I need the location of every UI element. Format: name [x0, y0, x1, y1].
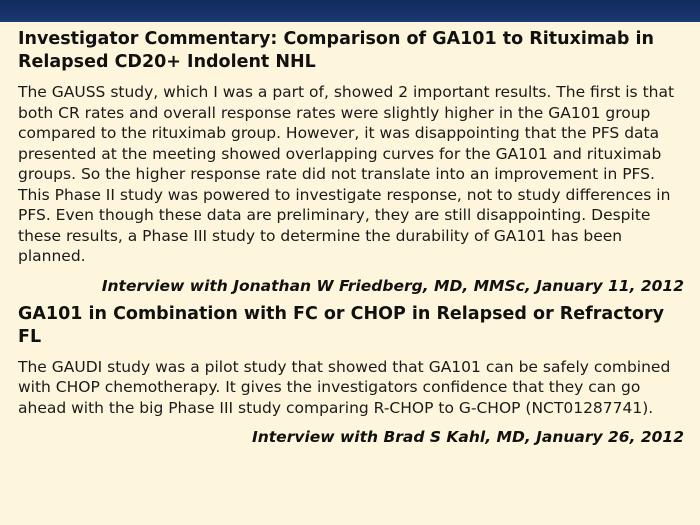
section-body: The GAUSS study, which I was a part of, showed 2 important results. The first is that both CR rates and overall response rates were slightly higher in the GA101 group compared to the rituximab group. However, it was disappointing that the PFS data presented at the meeting showed overlapping curves for the GA101 and rituximab groups. So the higher response rate did not translate into an improvement in PFS. This Phase II study was powered to investigate response, not to study differences in PFS. Even though these data are preliminary, they are still disappointing. Despite these results, a Phase III study to determine the durability of GA101 has been planned. [18, 83, 675, 265]
commentary-section-gaudi [18, 303, 684, 449]
interview-attribution: Interview with Jonathan W Friedberg, MD, MMSc, January 11, 2012 [101, 276, 684, 295]
section-heading: GA101 in Combination with FC or CHOP in Relapsed or Refractory FL [18, 303, 664, 347]
header-bar [0, 0, 700, 22]
interview-attribution: Interview with Brad S Kahl, MD, January 26, 2012 [251, 428, 684, 446]
slide-content [18, 28, 684, 448]
section-body: The GAUDI study was a pilot study that showed that GA101 can be safely combined with CHOP chemotherapy. It gives the investigators confidence that they can go ahead with the big Phase III study comparing R-CHOP to G-CHOP (NCT01287741). [18, 357, 671, 417]
section-heading: Investigator Commentary: Comparison of GA101 to Rituximab in Relapsed CD20+ Indolent NHL [18, 29, 654, 72]
commentary-section-gauss [18, 28, 684, 297]
